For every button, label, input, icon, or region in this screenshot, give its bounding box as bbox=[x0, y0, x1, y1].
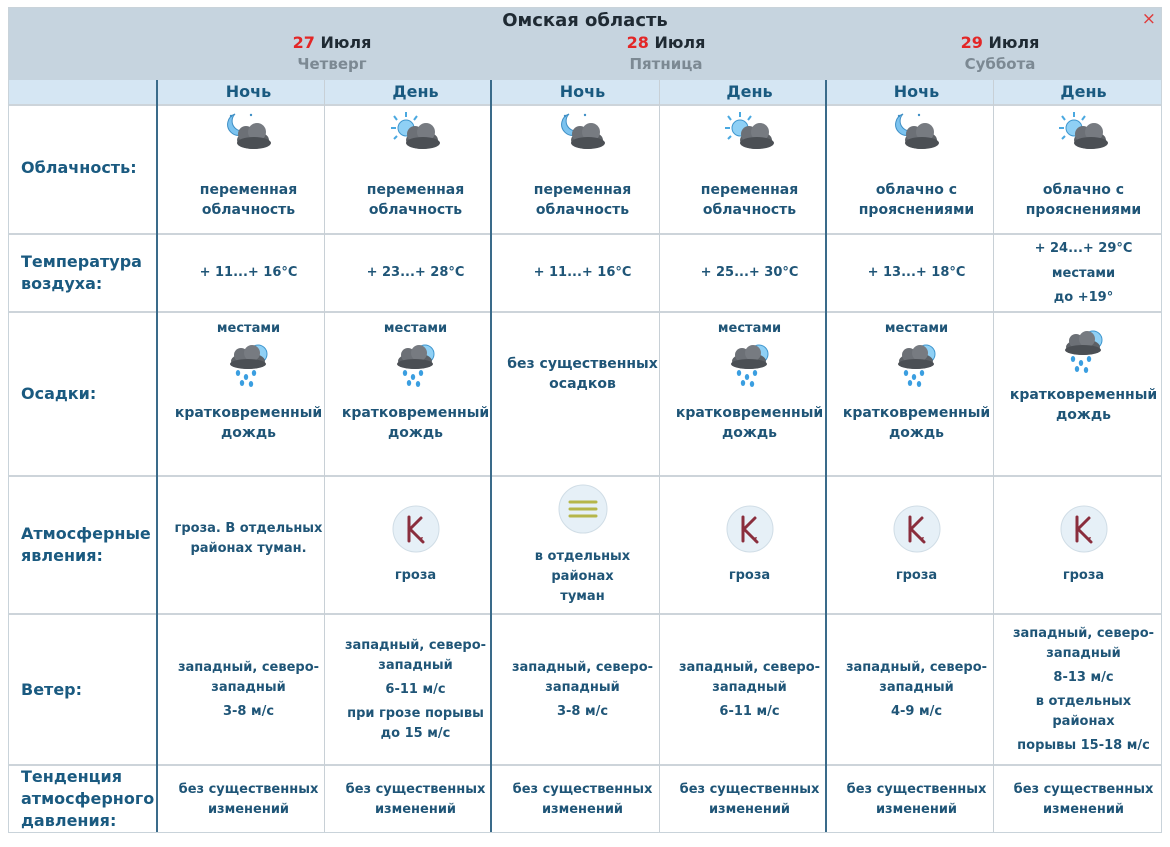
clouds-cell bbox=[1000, 106, 1167, 233]
pressure-text: без существенных bbox=[679, 781, 820, 797]
temperature-value: + 11...+ 16°C bbox=[199, 265, 298, 280]
wind-text: западный bbox=[879, 679, 954, 695]
row-label-temperature bbox=[21, 251, 142, 295]
press-cell bbox=[833, 766, 1000, 833]
day-date bbox=[833, 33, 1167, 52]
row-label-line: атмосферного bbox=[21, 789, 155, 808]
wind-text: западный bbox=[545, 679, 620, 695]
cloud-text: облачность bbox=[535, 202, 630, 218]
day-month: Июля bbox=[320, 33, 372, 52]
wind-text: порывы 15-18 м/с bbox=[1017, 737, 1150, 753]
phenomena-text: районах bbox=[551, 569, 614, 584]
precip-cell bbox=[165, 313, 332, 475]
day-month: Июля bbox=[988, 33, 1040, 52]
row-label-precipitation: Осадки: bbox=[21, 384, 97, 403]
thunderstorm-icon bbox=[1059, 504, 1109, 558]
cloud-text: облачность bbox=[702, 202, 797, 218]
wind-text: 3-8 м/с bbox=[556, 703, 609, 719]
day-header bbox=[499, 33, 833, 73]
row-label-wind: Ветер: bbox=[21, 680, 83, 699]
wind-cell bbox=[499, 615, 666, 764]
moon-cloud-icon bbox=[555, 110, 611, 160]
precipitation-text: кратковременный bbox=[174, 405, 323, 421]
row-label-line: Атмосферные bbox=[21, 524, 151, 543]
temperature-note: местами bbox=[1051, 265, 1116, 281]
phenomena-text: гроза bbox=[1062, 568, 1105, 583]
thunderstorm-icon bbox=[391, 504, 441, 558]
wind-cell bbox=[666, 615, 833, 764]
phenomena-text: районах туман. bbox=[190, 541, 307, 556]
wind-text: западный, северо- bbox=[511, 659, 654, 675]
cloud-text: переменная bbox=[533, 182, 632, 198]
wind-text: 8-13 м/с bbox=[1053, 669, 1114, 685]
day-number: 28 bbox=[626, 33, 649, 52]
wind-text: западный, северо- bbox=[678, 659, 821, 675]
wind-text: западный bbox=[378, 657, 453, 673]
clouds-cell bbox=[499, 106, 666, 233]
sun-cloud-icon bbox=[388, 110, 444, 160]
precipitation-text: дождь bbox=[721, 425, 777, 441]
row-label-line: воздуха: bbox=[21, 274, 103, 293]
temp-cell bbox=[165, 235, 332, 311]
precip-cell bbox=[666, 313, 833, 475]
precipitation-text: дождь bbox=[387, 425, 443, 441]
clouds-cell bbox=[833, 106, 1000, 233]
period-label: Ночь bbox=[893, 82, 940, 101]
forecast-panel bbox=[8, 7, 1162, 833]
wind-text: западный, северо- bbox=[1012, 625, 1155, 641]
period-label: Ночь bbox=[559, 82, 606, 101]
phen-cell bbox=[1000, 477, 1167, 613]
fog-icon bbox=[557, 483, 609, 539]
precip-cell bbox=[499, 293, 666, 455]
cloud-text: облачность bbox=[201, 202, 296, 218]
period-label: День bbox=[726, 82, 773, 101]
wind-cell bbox=[332, 615, 499, 764]
row-label-line: давления: bbox=[21, 811, 117, 830]
precipitation-text: дождь bbox=[220, 425, 276, 441]
press-cell bbox=[666, 766, 833, 833]
press-cell bbox=[1000, 766, 1167, 833]
row-label-line: Тенденция bbox=[21, 767, 122, 786]
row-label-phenomena bbox=[21, 523, 151, 567]
period-label: День bbox=[392, 82, 439, 101]
temp-cell bbox=[1000, 235, 1167, 311]
pressure-text: изменений bbox=[207, 801, 290, 817]
pressure-text: изменений bbox=[374, 801, 457, 817]
cloud-text: переменная bbox=[700, 182, 799, 198]
phenomena-text: гроза bbox=[394, 568, 437, 583]
wind-cell bbox=[833, 615, 1000, 764]
phenomena-text: гроза bbox=[728, 568, 771, 583]
wind-text: западный bbox=[712, 679, 787, 695]
day-date bbox=[499, 33, 833, 52]
close-icon[interactable]: × bbox=[1141, 9, 1156, 29]
precipitation-text: кратковременный bbox=[1009, 387, 1158, 403]
wind-text: 4-9 м/с bbox=[890, 703, 943, 719]
cloud-text: переменная bbox=[199, 182, 298, 198]
precipitation-text: без существенных bbox=[507, 356, 658, 372]
phenomena-text: в отдельных bbox=[534, 549, 631, 564]
rain-cloud-icon bbox=[391, 341, 441, 391]
pressure-text: изменений bbox=[875, 801, 958, 817]
row-label-line: явления: bbox=[21, 546, 103, 565]
precip-cell bbox=[1000, 313, 1167, 475]
pressure-text: изменений bbox=[708, 801, 791, 817]
clouds-cell bbox=[332, 106, 499, 233]
wind-text: западный bbox=[211, 679, 286, 695]
pressure-text: изменений bbox=[541, 801, 624, 817]
pressure-text: без существенных bbox=[178, 781, 319, 797]
temp-cell bbox=[332, 235, 499, 311]
precipitation-text: кратковременный bbox=[842, 405, 991, 421]
period-label: Ночь bbox=[225, 82, 272, 101]
precip-cell bbox=[833, 313, 1000, 475]
period-label: День bbox=[1060, 82, 1107, 101]
rain-cloud-icon bbox=[1059, 327, 1109, 377]
cloud-text: облачно с bbox=[1042, 182, 1125, 198]
precip-cell bbox=[332, 313, 499, 475]
day-weekday: Четверг bbox=[297, 55, 367, 73]
phenomena-text: гроза bbox=[895, 568, 938, 583]
column-divider bbox=[156, 80, 158, 833]
phen-cell bbox=[165, 471, 332, 607]
precipitation-text: кратковременный bbox=[341, 405, 490, 421]
day-month: Июля bbox=[654, 33, 706, 52]
cloud-text: облачность bbox=[368, 202, 463, 218]
wind-text: до 15 м/с bbox=[380, 725, 451, 741]
precipitation-note: местами bbox=[216, 321, 281, 336]
precipitation-text: дождь bbox=[888, 425, 944, 441]
temp-cell bbox=[666, 235, 833, 311]
day-number: 27 bbox=[292, 33, 315, 52]
phen-cell bbox=[332, 477, 499, 613]
wind-cell bbox=[165, 615, 332, 764]
cloud-text: прояснениями bbox=[1025, 202, 1142, 218]
clouds-cell bbox=[666, 106, 833, 233]
day-weekday: Пятница bbox=[629, 55, 703, 73]
clouds-cell bbox=[165, 106, 332, 233]
precipitation-note: местами bbox=[383, 321, 448, 336]
press-cell bbox=[165, 766, 332, 833]
wind-text: западный, северо- bbox=[845, 659, 988, 675]
cloud-text: прояснениями bbox=[858, 202, 975, 218]
press-cell bbox=[332, 766, 499, 833]
wind-text: 6-11 м/с bbox=[719, 703, 780, 719]
wind-text: 3-8 м/с bbox=[222, 703, 275, 719]
wind-text: западный bbox=[1046, 645, 1121, 661]
precipitation-text: дождь bbox=[1055, 407, 1111, 423]
phen-cell bbox=[666, 477, 833, 613]
temperature-value: + 11...+ 16°C bbox=[533, 265, 632, 280]
pressure-text: без существенных bbox=[512, 781, 653, 797]
day-number: 29 bbox=[960, 33, 983, 52]
moon-cloud-icon bbox=[221, 110, 277, 160]
wind-text: западный, северо- bbox=[344, 637, 487, 653]
precipitation-note: местами bbox=[884, 321, 949, 336]
wind-cell bbox=[1000, 615, 1167, 764]
cloud-text: облачно с bbox=[875, 182, 958, 198]
rain-cloud-icon bbox=[725, 341, 775, 391]
precipitation-note: местами bbox=[717, 321, 782, 336]
moon-cloud-icon bbox=[889, 110, 945, 160]
phen-cell bbox=[499, 477, 666, 613]
rain-cloud-icon bbox=[224, 341, 274, 391]
wind-text: при грозе порывы bbox=[347, 705, 484, 721]
thunderstorm-icon bbox=[892, 504, 942, 558]
pressure-text: без существенных bbox=[345, 781, 486, 797]
region-title: Омская область bbox=[502, 10, 668, 31]
temperature-note: до +19° bbox=[1053, 289, 1114, 305]
wind-text: западный, северо- bbox=[177, 659, 320, 675]
wind-text: в отдельных bbox=[1035, 693, 1132, 709]
precipitation-text: кратковременный bbox=[675, 405, 824, 421]
sun-cloud-icon bbox=[722, 110, 778, 160]
temperature-value: + 23...+ 28°C bbox=[366, 265, 465, 280]
wind-text: районах bbox=[1052, 713, 1115, 729]
phenomena-text: туман bbox=[560, 589, 605, 604]
press-cell bbox=[499, 766, 666, 833]
temperature-value: + 24...+ 29°C bbox=[1034, 240, 1133, 256]
phenomena-text: гроза. В отдельных bbox=[174, 521, 323, 536]
precipitation-text: осадков bbox=[549, 376, 616, 392]
thunderstorm-icon bbox=[725, 504, 775, 558]
day-header bbox=[833, 33, 1167, 73]
temperature-value: + 25...+ 30°C bbox=[700, 265, 799, 280]
cloud-text: переменная bbox=[366, 182, 465, 198]
row-label-pressure bbox=[21, 766, 154, 832]
row-label-clouds: Облачность: bbox=[21, 158, 137, 177]
phen-cell bbox=[833, 477, 1000, 613]
day-header bbox=[165, 33, 499, 73]
rain-cloud-icon bbox=[892, 341, 942, 391]
day-date bbox=[165, 33, 499, 52]
wind-text: 6-11 м/с bbox=[385, 681, 446, 697]
sun-cloud-icon bbox=[1056, 110, 1112, 160]
row-label-line: Температура bbox=[21, 252, 142, 271]
pressure-text: без существенных bbox=[846, 781, 987, 797]
pressure-text: без существенных bbox=[1013, 781, 1154, 797]
day-weekday: Суббота bbox=[964, 55, 1036, 73]
temp-cell bbox=[833, 235, 1000, 311]
temperature-value: + 13...+ 18°C bbox=[867, 265, 966, 280]
pressure-text: изменений bbox=[1042, 801, 1125, 817]
